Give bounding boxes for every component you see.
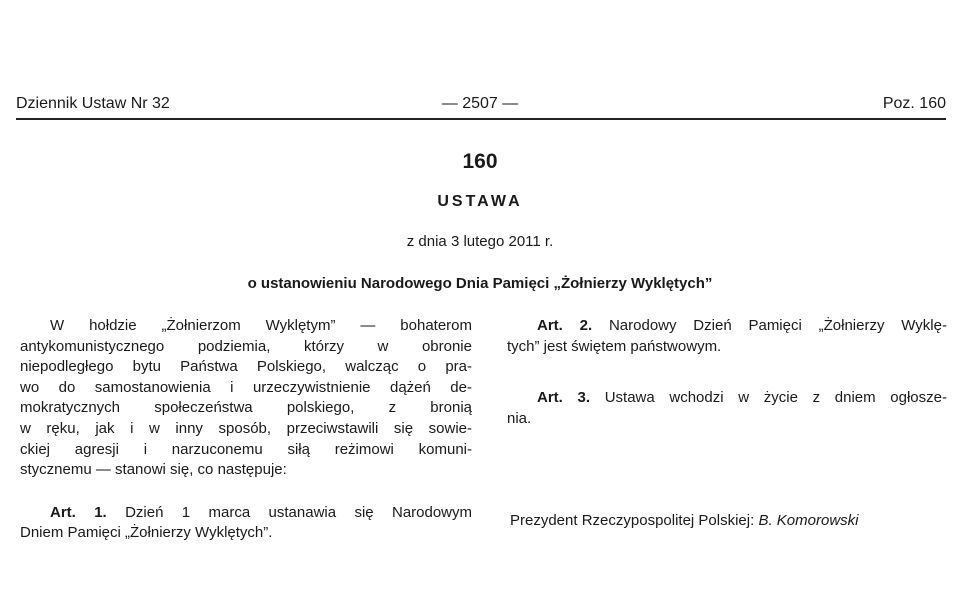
article-3-label: Art. 3. <box>537 389 591 407</box>
article-1 <box>20 503 472 524</box>
article-3-continuation: nia. <box>507 409 532 427</box>
preamble-line: ckiej agresji i narzuconemu siłą reżimowi komuni- <box>20 440 472 458</box>
article-3-text: Ustawa wchodzi w życie z dniem ogłosze- <box>604 389 947 407</box>
signature-title: Prezydent Rzeczypospolitej Polskiej: <box>510 512 755 529</box>
preamble-column <box>20 316 472 544</box>
journal-title: Dziennik Ustaw Nr 32 <box>16 95 170 112</box>
article-2-continuation: tych” jest świętem państwowym. <box>507 337 722 355</box>
preamble-line: niepodległego bytu Państwa Polskiego, walcząc o pra- <box>20 358 472 376</box>
article-1-text: Dzień 1 marca ustanawia się Narodowym <box>125 503 473 521</box>
article-3 <box>507 388 947 409</box>
article-2 <box>507 316 947 337</box>
signature-name: B. Komorowski <box>758 512 859 529</box>
preamble-line: stycznemu — stanowi się, co następuje: <box>20 461 287 479</box>
header-rule <box>16 118 946 120</box>
article-1-label: Art. 1. <box>50 503 107 521</box>
article-2-label: Art. 2. <box>537 317 593 334</box>
articles-column <box>507 316 947 429</box>
signature <box>510 512 858 529</box>
act-date: z dnia 3 lutego 2011 r. <box>406 233 554 250</box>
article-2-text: Narodowy Dzień Pamięci „Żołnierzy Wyklę- <box>608 317 947 334</box>
act-type: USTAWA <box>437 193 523 210</box>
preamble-line: w ręku, jak i w inny sposób, przeciwstawili się sowie- <box>20 419 472 437</box>
preamble-line: mokratycznych społeczeństwa polskiego, z bronią <box>20 399 472 417</box>
article-1-continuation: Dniem Pamięci „Żołnierzy Wyklętych”. <box>20 524 273 542</box>
preamble-line: wo do samostanowienia i urzeczywistnienie dążeń de- <box>20 378 472 396</box>
preamble-line: W hołdzie „Żołnierzom Wyklętym” — bohaterom <box>50 317 472 334</box>
act-subject: o ustanowieniu Narodowego Dnia Pamięci „Żołnierzy Wyklętych” <box>247 275 713 292</box>
act-number: 160 <box>462 150 498 173</box>
page-number: — 2507 — <box>441 95 519 112</box>
preamble-line: antykomunistycznego podziemia, którzy w obronie <box>20 337 472 355</box>
position-number: Poz. 160 <box>882 95 946 112</box>
